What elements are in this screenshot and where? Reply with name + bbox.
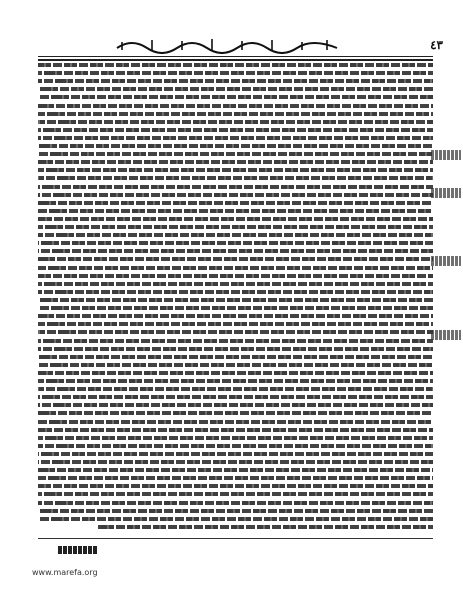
manuscript-body — [38, 62, 433, 532]
text-line — [38, 330, 433, 334]
text-line — [38, 282, 433, 286]
text-line — [38, 185, 433, 189]
text-line — [38, 152, 433, 156]
text-line — [38, 104, 433, 108]
text-line — [38, 517, 433, 521]
text-line — [38, 363, 433, 367]
text-line — [38, 128, 433, 132]
text-line — [38, 87, 433, 91]
header-rule-top — [38, 56, 433, 57]
text-line — [38, 509, 433, 513]
header-calligraphy-icon — [112, 36, 342, 54]
text-line — [38, 209, 433, 213]
text-line — [38, 347, 433, 351]
text-line — [38, 160, 433, 164]
text-line — [38, 436, 433, 440]
text-line — [38, 257, 433, 261]
text-line — [38, 241, 433, 245]
source-footer: www.marefa.org — [32, 568, 98, 577]
text-line — [38, 249, 433, 253]
text-line — [38, 428, 433, 432]
margin-note — [431, 330, 461, 340]
text-line — [38, 144, 433, 148]
text-line — [38, 420, 433, 424]
text-line — [38, 387, 433, 391]
margin-note — [431, 150, 461, 160]
text-line — [38, 274, 433, 278]
text-line — [38, 411, 433, 415]
margin-note — [431, 256, 461, 266]
text-line — [38, 201, 433, 205]
text-line — [38, 79, 433, 83]
text-line — [38, 112, 433, 116]
text-line — [98, 525, 433, 529]
text-line — [38, 379, 433, 383]
text-line — [38, 460, 433, 464]
bottom-rule — [38, 538, 433, 539]
text-line — [38, 452, 433, 456]
text-line — [38, 444, 433, 448]
text-line — [38, 314, 433, 318]
text-line — [38, 395, 433, 399]
text-line — [38, 371, 433, 375]
text-line — [38, 468, 433, 472]
page-header-title — [112, 36, 342, 54]
text-line — [38, 322, 433, 326]
text-line — [38, 484, 433, 488]
page-number: ٤٣ — [430, 38, 443, 52]
text-line — [38, 71, 433, 75]
text-line — [38, 193, 433, 197]
margin-note — [431, 188, 461, 198]
text-line — [38, 233, 433, 237]
text-line — [38, 501, 433, 505]
text-line — [38, 355, 433, 359]
catchword — [58, 546, 98, 554]
text-line — [38, 95, 433, 99]
text-line — [38, 120, 433, 124]
text-line — [38, 225, 433, 229]
text-line — [38, 176, 433, 180]
text-line — [38, 339, 433, 343]
text-line — [38, 217, 433, 221]
text-line — [38, 492, 433, 496]
text-line — [38, 298, 433, 302]
text-line — [38, 403, 433, 407]
text-line — [38, 168, 433, 172]
text-line — [38, 290, 433, 294]
text-line — [38, 306, 433, 310]
text-line — [38, 63, 433, 67]
header-rule-bottom — [38, 59, 433, 61]
text-line — [38, 136, 433, 140]
text-line — [38, 266, 433, 270]
text-line — [38, 476, 433, 480]
